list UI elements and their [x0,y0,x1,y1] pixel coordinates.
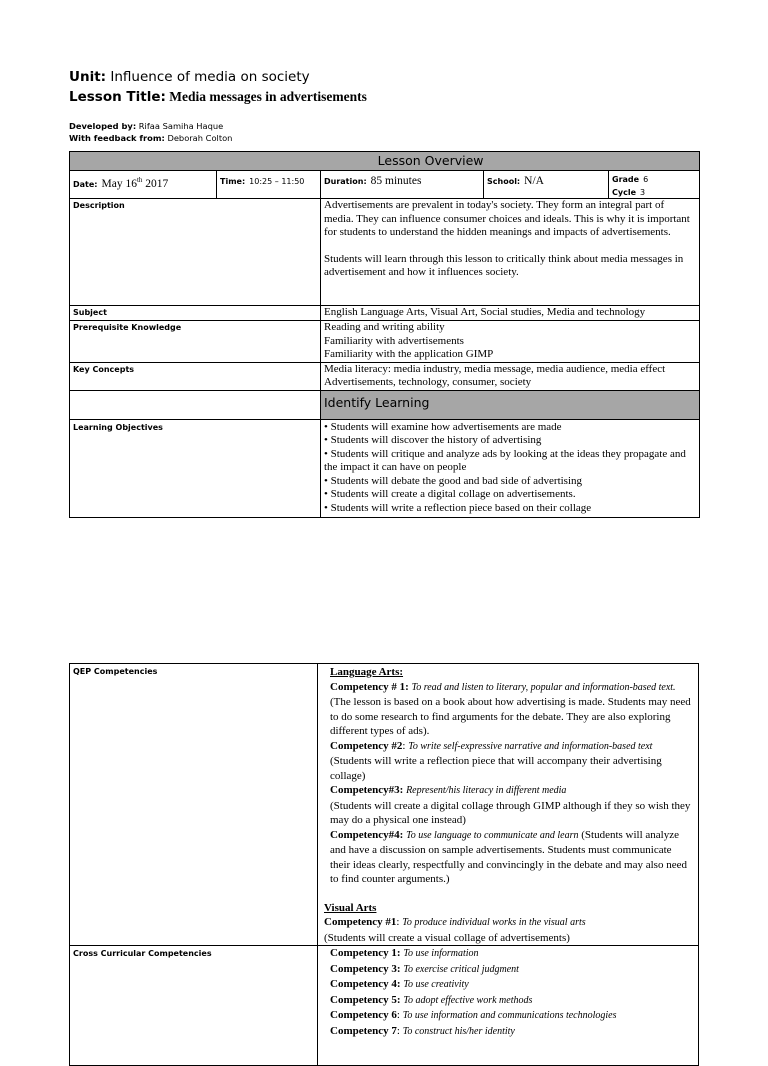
key-concepts-row [70,362,700,390]
competency-3-text: (Students will create a digital collage through GIMP although if they so wish they may do a physical one instead) [330,799,691,826]
cross-competency-item: Competency 3: To exercise critical judgment [330,962,519,975]
description-label: Description [70,199,321,306]
feedback-line [69,132,719,144]
duration-value: 85 minutes [370,175,422,187]
competency-3: Competency#3: Represent/his literacy in different media [330,784,567,796]
learning-objectives-label: Learning Objectives [70,419,321,517]
cross-curricular-cell [318,946,699,1066]
visual-arts-heading: Visual Arts [324,901,377,914]
learning-objectives-row [70,419,700,517]
identify-learning-heading: Identify Learning [324,394,430,410]
cross-competency-item: Competency 1: To use information [330,947,479,959]
cross-curricular-row [70,946,699,1066]
key-concepts-cell [321,362,700,390]
developed-by-line [69,120,719,132]
visual-arts-block [324,901,692,946]
prerequisite-cell [321,321,700,363]
time-value: 10:25 – 11:50 [249,177,305,186]
grade-line: Grade 6 [612,175,649,184]
feedback-label: With feedback from: [69,133,165,143]
lesson-title-label: Lesson Title: [69,89,166,105]
competency-2: Competency #2: To write self-expressive narrative and information-based text (Students will write a reflection piece that will accompany their advertising collage) [330,739,662,782]
duration-label: Duration: [324,177,367,186]
language-arts-heading: Language Arts: [330,666,404,678]
unit-value: Influence of media on society [110,69,310,85]
unit-line [69,68,719,87]
cross-competency-item: Competency 6: To use information and communications technologies [330,1009,617,1021]
lesson-overview-table [69,151,700,518]
cross-curricular-label: Cross Curricular Competencies [70,946,318,1066]
date-label: Date: [73,179,98,189]
cross-competency-item: Competency 7: To construct his/her identity [330,1024,515,1037]
prerequisite-item: Familiarity with the application GIMP [324,348,494,360]
qep-row [70,664,699,946]
subject-value: English Language Arts, Visual Art, Social studies, Media and technology [321,306,700,321]
developed-by-value: Rifaa Samiha Haque [138,121,224,131]
description-paragraph-1: Advertisements are prevalent in today's society. They form an integral part of media. They can influence consumer choices and ideals. This is why it is important for students to understand the hidden meanings and impacts of advertisements. [324,199,690,238]
key-concept-item: Advertisements, technology, consumer, society [324,376,532,388]
description-paragraph-2: Students will learn through this lesson to critically think about media messages in advertisement and how it influences society. [324,252,684,278]
description-cell [321,199,700,306]
key-concept-item: Media literacy: media industry, media message, media audience, media effect [324,362,666,375]
description-row [70,199,700,306]
time-label: Time: [220,177,246,186]
competency-4: Competency#4: To use language to communicate and learn (Students will analyze and have a discussion on sample advertisements. Students must communicate their ideas clearly, respectfully and convincingly in the debate and may also need to find counter arguments.) [330,828,687,885]
prerequisite-label: Prerequisite Knowledge [70,321,321,363]
duration-cell [321,171,484,199]
cross-competency-item: Competency 4: To use creativity [330,978,469,990]
cycle-line: Cycle 3 [612,188,646,197]
credits-block [69,120,719,144]
feedback-value: Deborah Colton [167,133,233,143]
lesson-title-value: Media messages in advertisements [169,89,367,104]
document-header [69,68,719,144]
competency-1: Competency # 1: To read and listen to literary, popular and information-based text. (The lesson is based on a book about how advertising is made. Students may need to do some research to find arguments for the debate. They are also exploring different types of ads). [330,680,691,737]
identify-learning-heading-row [70,390,700,419]
objective-item: • Students will examine how advertisements are made [324,420,562,433]
school-cell [484,171,609,199]
prerequisite-row [70,321,700,363]
cross-competency-item: Competency 5: To adopt effective work methods [330,993,533,1006]
date-cell [70,171,217,199]
lesson-title-line [69,87,719,107]
key-concepts-label: Key Concepts [70,362,321,390]
learning-objectives-cell [321,419,700,517]
objective-item: • Students will discover the history of advertising [324,434,542,446]
prerequisite-item: Reading and writing ability [324,321,445,333]
lesson-overview-heading: Lesson Overview [377,153,484,168]
lesson-overview-heading-row [70,152,700,171]
qep-cell [318,664,699,946]
prerequisite-item: Familiarity with advertisements [324,334,464,347]
subject-row [70,306,700,321]
lesson-meta-row [70,171,700,199]
date-value: May 16th 2017 [101,176,169,190]
competencies-table [69,663,699,1066]
subject-label: Subject [70,306,321,321]
visual-arts-competency-1-text: (Students will create a visual collage of advertisements) [324,931,570,944]
visual-arts-competency-1: Competency #1: To produce individual works in the visual arts [324,916,586,928]
grade-cycle-cell [609,171,700,199]
objective-item: • Students will debate the good and bad side of advertising [324,474,583,487]
school-label: School: [487,177,521,186]
unit-label: Unit: [69,69,107,85]
developed-by-label: Developed by: [69,121,137,131]
school-value: N/A [524,175,544,187]
objective-item: • Students will create a digital collage on advertisements. [324,488,576,500]
objective-item: • Students will critique and analyze ads by looking at the ideas they propagate and the impact it can have on people [324,447,686,473]
qep-label: QEP Competencies [70,664,318,946]
objective-item: • Students will write a reflection piece based on their collage [324,501,592,514]
time-cell [217,171,321,199]
